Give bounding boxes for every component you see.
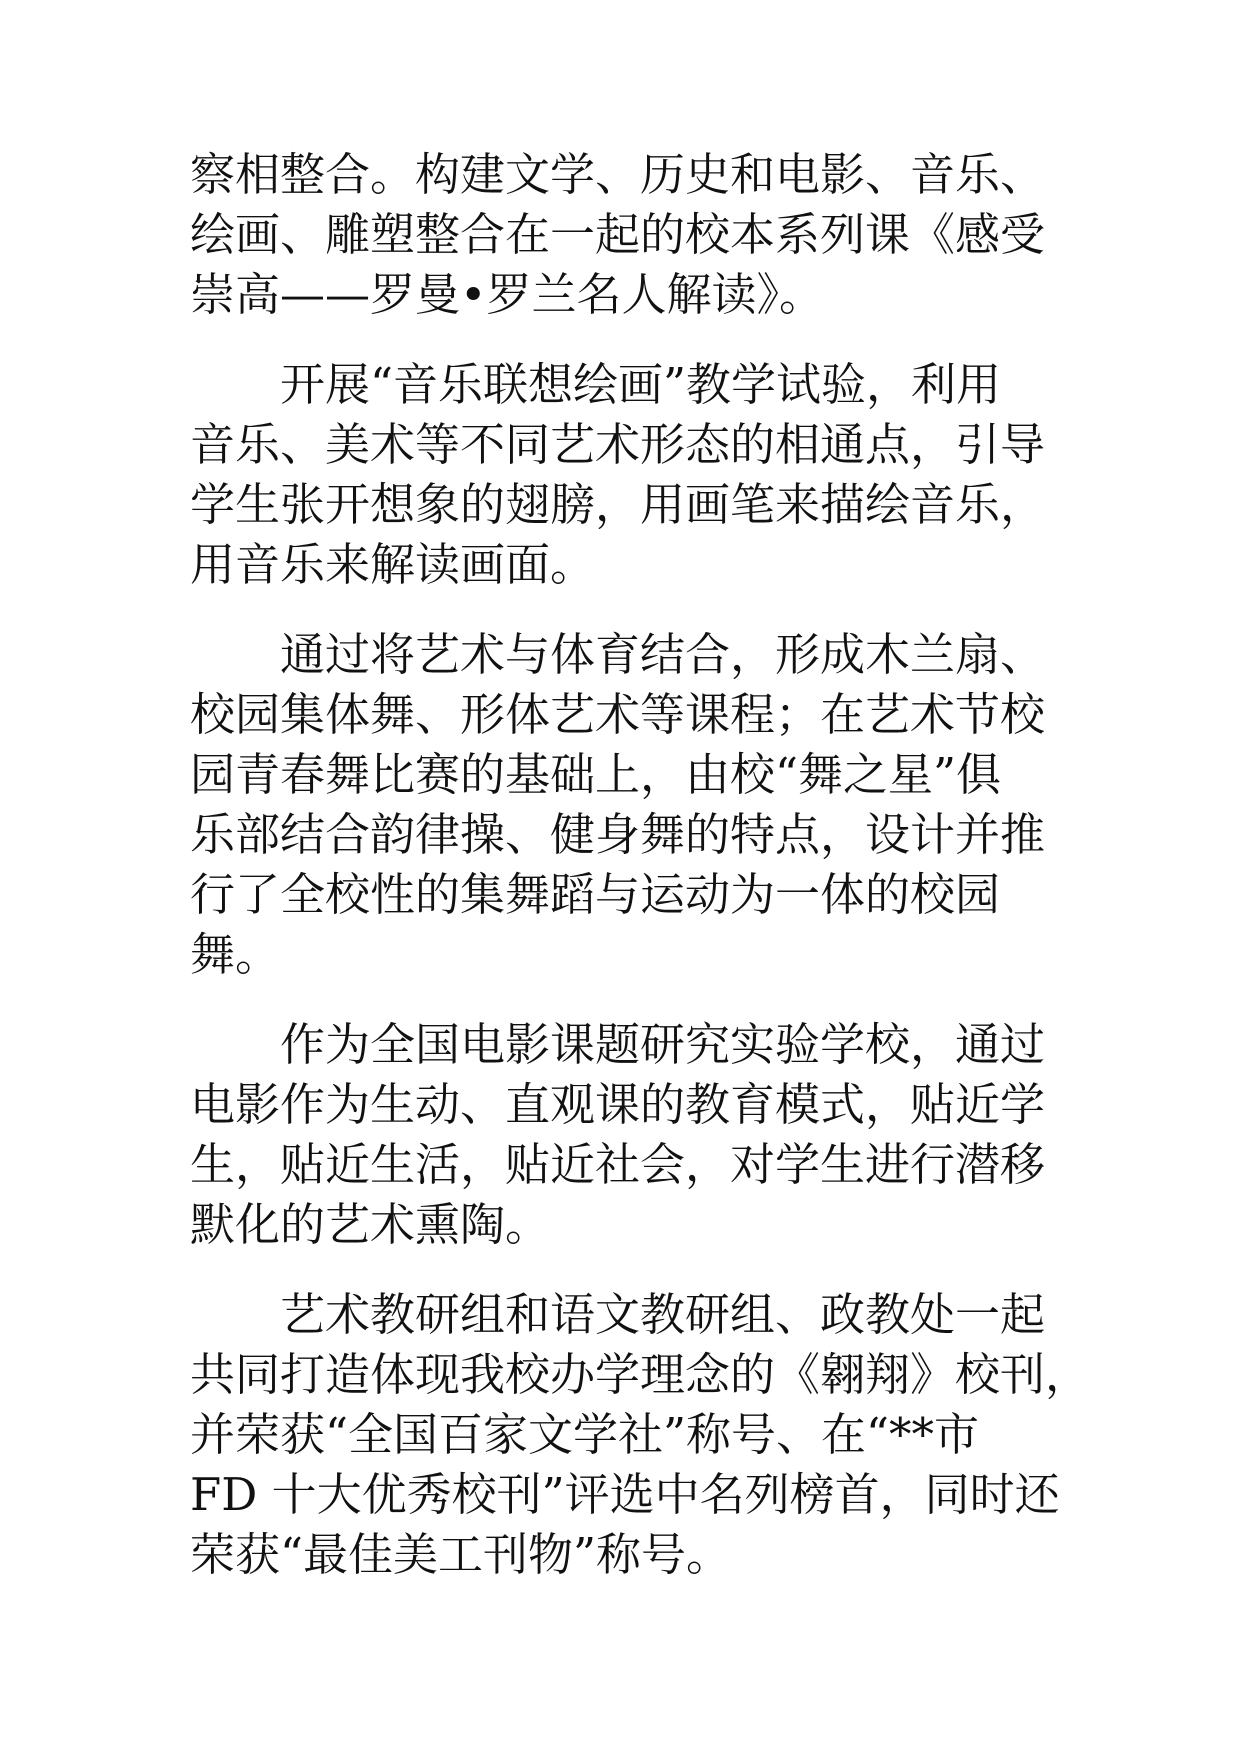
text-line: 共同打造体现我校办学理念的《翱翔》校刊，	[190, 1348, 1091, 1401]
paragraph-1	[190, 145, 1070, 325]
paragraph-4	[190, 1015, 1070, 1255]
text-line: 崇高——罗曼•罗兰名人解读》。	[190, 268, 825, 321]
text-line: FD 十大优秀校刊”评选中名列榜首，同时还	[190, 1468, 1060, 1521]
paragraph-3	[190, 625, 1070, 985]
text-line: 察相整合。构建文学、历史和电影、音乐、	[190, 148, 1046, 201]
paragraph-5	[190, 1285, 1091, 1585]
text-line: 电影作为生动、直观课的教育模式，贴近学	[190, 1078, 1046, 1131]
text-line: 作为全国电影课题研究实验学校，通过	[280, 1018, 1046, 1071]
text-line: 绘画、雕塑整合在一起的校本系列课《感受	[190, 208, 1046, 261]
text-line: 艺术教研组和语文教研组、政教处一起	[280, 1288, 1046, 1341]
text-line: 校园集体舞、形体艺术等课程；在艺术节校	[190, 688, 1046, 741]
text-line: 行了全校性的集舞蹈与运动为一体的校园	[190, 868, 1001, 921]
text-line: 生，贴近生活，贴近社会，对学生进行潜移	[190, 1138, 1046, 1191]
text-line: 园青春舞比赛的基础上，由校“舞之星”俱	[190, 748, 1002, 801]
text-line: 荣获“最佳美工刊物”称号。	[190, 1528, 732, 1581]
text-line: 音乐、美术等不同艺术形态的相通点，引导	[190, 418, 1046, 471]
text-line: 舞。	[190, 928, 281, 981]
text-line: 学生张开想象的翅膀，用画笔来描绘音乐，	[190, 478, 1046, 531]
text-line: 通过将艺术与体育结合，形成木兰扇、	[280, 628, 1046, 681]
paragraph-2	[190, 355, 1070, 595]
text-line: 默化的艺术熏陶。	[190, 1198, 551, 1251]
text-line: 用音乐来解读画面。	[190, 538, 596, 591]
text-line: 开展“音乐联想绘画”教学试验，利用	[280, 358, 1002, 411]
text-line: 并荣获“全国百家文学社”称号、在“**市	[190, 1408, 980, 1461]
text-line: 乐部结合韵律操、健身舞的特点，设计并推	[190, 808, 1046, 861]
body-text	[190, 145, 1091, 1615]
